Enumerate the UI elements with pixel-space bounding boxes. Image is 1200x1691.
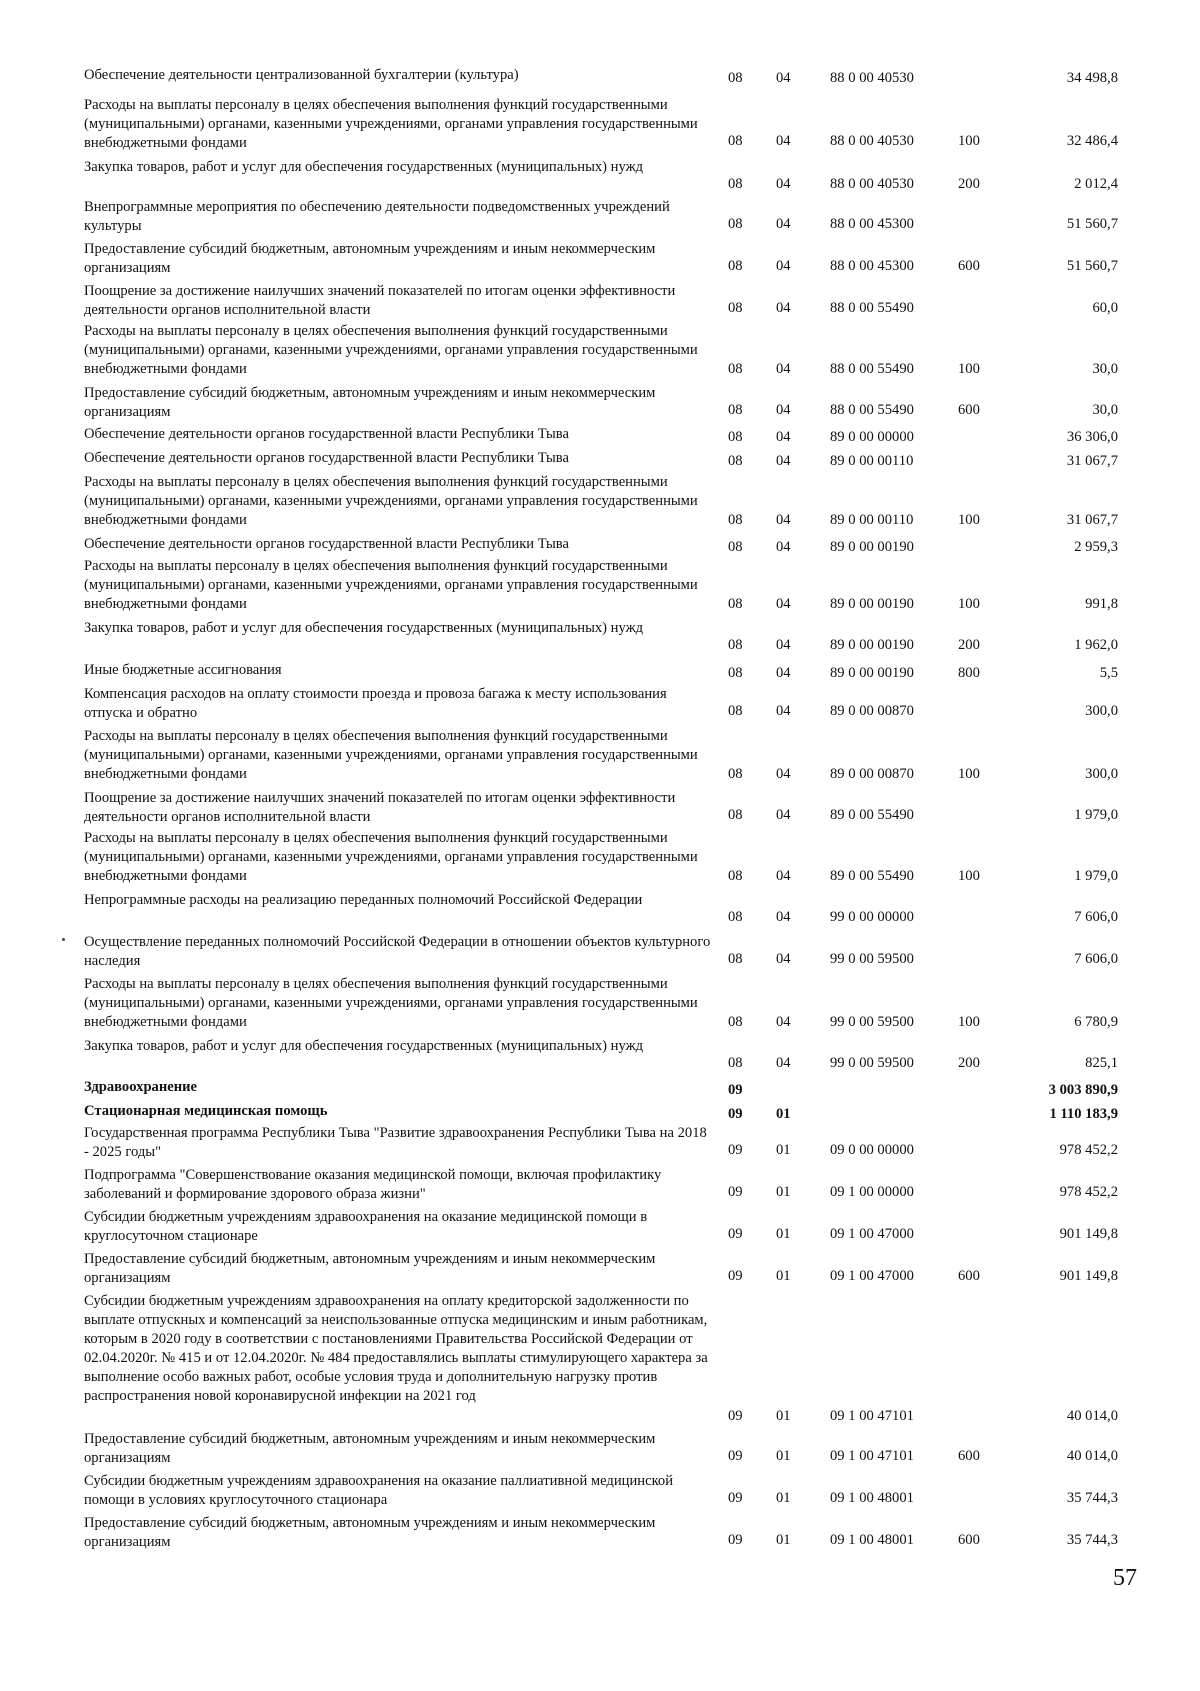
section-code: 08 (728, 1055, 743, 1071)
table-row (0, 1472, 1200, 1508)
table-row (0, 282, 1200, 318)
amount: 1 979,0 (1074, 807, 1118, 823)
amount: 31 067,7 (1066, 512, 1118, 528)
subsection-code: 04 (776, 596, 791, 612)
amount: 6 780,9 (1074, 1014, 1118, 1030)
section-code: 08 (728, 300, 743, 316)
amount: 2 959,3 (1074, 539, 1118, 555)
amount: 2 012,4 (1074, 176, 1118, 192)
amount: 1 962,0 (1074, 637, 1118, 653)
subsection-code: 01 (776, 1184, 791, 1200)
table-row (0, 933, 1200, 969)
table-row (0, 829, 1200, 886)
table-row (0, 891, 1200, 927)
target-article-code: 89 0 00 00110 (830, 512, 914, 528)
subsection-code: 04 (776, 1055, 791, 1071)
section-code: 08 (728, 1014, 743, 1030)
amount: 60,0 (1092, 300, 1118, 316)
subsection-code: 01 (776, 1448, 791, 1464)
section-code: 08 (728, 70, 743, 86)
target-article-code: 89 0 00 55490 (830, 807, 914, 823)
row-name: Предоставление субсидий бюджетным, автономным учреждениям и иным некоммерческим организациям (84, 1251, 656, 1286)
target-article-code: 09 1 00 48001 (830, 1490, 914, 1506)
table-row (0, 1430, 1200, 1466)
section-code: 09 (728, 1226, 743, 1242)
target-article-code: 89 0 00 00190 (830, 637, 914, 653)
row-name: Обеспечение деятельности централизованной бухгалтерии (культура) (84, 67, 519, 83)
row-name: Расходы на выплаты персоналу в целях обеспечения выполнения функций государственными (муниципальными) органами, казенными учреждениями, органами управления государственными внебюджетными фондами (84, 97, 698, 151)
subsection-code: 01 (776, 1142, 791, 1158)
subsection-code: 04 (776, 258, 791, 274)
expense-type-code: 100 (958, 361, 980, 377)
section-code: 08 (728, 539, 743, 555)
subsection-code: 04 (776, 665, 791, 681)
subsection-code: 04 (776, 539, 791, 555)
row-name: Субсидии бюджетным учреждениям здравоохранения на оказание медицинской помощи в круглосуточном стационаре (84, 1209, 648, 1244)
expense-type-code: 100 (958, 868, 980, 884)
row-name: Стационарная медицинская помощь (84, 1103, 328, 1119)
row-name: Предоставление субсидий бюджетным, автономным учреждениям и иным некоммерческим организациям (84, 1431, 656, 1466)
section-code: 09 (728, 1142, 743, 1158)
table-row (0, 685, 1200, 721)
row-name: Компенсация расходов на оплату стоимости проезда и провоза багажа к месту использования отпуска и обратно (84, 686, 667, 721)
expense-type-code: 600 (958, 402, 980, 418)
subsection-code: 04 (776, 70, 791, 86)
row-name: Закупка товаров, работ и услуг для обеспечения государственных (муниципальных) нужд (84, 159, 644, 175)
amount: 31 067,7 (1066, 453, 1118, 469)
target-article-code: 88 0 00 55490 (830, 300, 914, 316)
table-row (0, 727, 1200, 784)
amount: 40 014,0 (1066, 1448, 1118, 1464)
table-row (0, 96, 1200, 151)
amount: 825,1 (1085, 1055, 1118, 1071)
subsection-code: 04 (776, 300, 791, 316)
subsection-code: 01 (776, 1532, 791, 1548)
row-name: Иные бюджетные ассигнования (84, 662, 282, 678)
table-row (0, 1102, 1200, 1124)
target-article-code: 09 1 00 47101 (830, 1448, 914, 1464)
subsection-code: 01 (776, 1408, 791, 1424)
amount: 32 486,4 (1066, 133, 1118, 149)
table-row (0, 1124, 1200, 1160)
page-number: 57 (1113, 1565, 1137, 1591)
amount: 34 498,8 (1066, 70, 1118, 86)
row-name: Поощрение за достижение наилучших значений показателей по итогам оценки эффективности деятельности органов исполнительной власти (84, 283, 676, 318)
target-article-code: 88 0 00 40530 (830, 70, 914, 86)
row-name: Расходы на выплаты персоналу в целях обеспечения выполнения функций государственными (муниципальными) органами, казенными учреждениями, органами управления государственными внебюджетными фондами (84, 830, 698, 884)
section-code: 09 (728, 1408, 743, 1424)
subsection-code: 04 (776, 216, 791, 232)
section-code: 08 (728, 512, 743, 528)
section-code: 08 (728, 258, 743, 274)
table-row (0, 240, 1200, 276)
section-code: 09 (728, 1082, 743, 1098)
amount: 3 003 890,9 (1048, 1082, 1118, 1098)
table-row (0, 473, 1200, 530)
section-code: 08 (728, 133, 743, 149)
row-name: Подпрограмма "Совершенствование оказания медицинской помощи, включая профилактику заболеваний и формирование здорового образа жизни" (84, 1167, 662, 1202)
target-article-code: 88 0 00 55490 (830, 402, 914, 418)
table-row (0, 1292, 1200, 1426)
expense-type-code: 100 (958, 133, 980, 149)
target-article-code: 09 0 00 00000 (830, 1142, 914, 1158)
table-row (0, 322, 1200, 379)
section-code: 08 (728, 703, 743, 719)
table-row (0, 449, 1200, 471)
subsection-code: 04 (776, 951, 791, 967)
section-code: 08 (728, 453, 743, 469)
subsection-code: 04 (776, 361, 791, 377)
row-name: Здравоохранение (84, 1079, 198, 1095)
subsection-code: 04 (776, 133, 791, 149)
section-code: 08 (728, 766, 743, 782)
section-code: 09 (728, 1184, 743, 1200)
section-code: 08 (728, 637, 743, 653)
amount: 35 744,3 (1066, 1490, 1118, 1506)
amount: 51 560,7 (1066, 258, 1118, 274)
amount: 51 560,7 (1066, 216, 1118, 232)
section-code: 09 (728, 1490, 743, 1506)
amount: 300,0 (1085, 703, 1118, 719)
expense-type-code: 600 (958, 1448, 980, 1464)
section-code: 08 (728, 402, 743, 418)
section-code: 08 (728, 176, 743, 192)
section-code: 08 (728, 807, 743, 823)
row-name: Расходы на выплаты персоналу в целях обеспечения выполнения функций государственными (муниципальными) органами, казенными учреждениями, органами управления государственными внебюджетными фондами (84, 558, 698, 612)
expense-type-code: 600 (958, 1532, 980, 1548)
target-article-code: 88 0 00 45300 (830, 216, 914, 232)
target-article-code: 88 0 00 45300 (830, 258, 914, 274)
subsection-code: 04 (776, 176, 791, 192)
target-article-code: 99 0 00 59500 (830, 1014, 914, 1030)
subsection-code: 01 (776, 1268, 791, 1284)
table-row (0, 384, 1200, 420)
expense-type-code: 600 (958, 258, 980, 274)
target-article-code: 09 1 00 48001 (830, 1532, 914, 1548)
table-row (0, 1514, 1200, 1550)
row-name: Закупка товаров, работ и услуг для обеспечения государственных (муниципальных) нужд (84, 620, 644, 636)
amount: 991,8 (1085, 596, 1118, 612)
row-name: Государственная программа Республики Тыва "Развитие здравоохранения Республики Тыва на 2018 - 2025 годы" (84, 1125, 707, 1160)
table-row (0, 198, 1200, 234)
table-row (0, 1037, 1200, 1073)
expense-type-code: 600 (958, 1268, 980, 1284)
section-code: 09 (728, 1532, 743, 1548)
amount: 36 306,0 (1066, 429, 1118, 445)
target-article-code: 09 1 00 47000 (830, 1226, 914, 1242)
expense-type-code: 200 (958, 1055, 980, 1071)
row-name: Расходы на выплаты персоналу в целях обеспечения выполнения функций государственными (муниципальными) органами, казенными учреждениями, органами управления государственными внебюджетными фондами (84, 323, 698, 377)
target-article-code: 89 0 00 00190 (830, 665, 914, 681)
row-name: Расходы на выплаты персоналу в целях обеспечения выполнения функций государственными (муниципальными) органами, казенными учреждениями, органами управления государственными внебюджетными фондами (84, 474, 698, 528)
section-code: 08 (728, 216, 743, 232)
amount: 901 149,8 (1059, 1226, 1118, 1242)
row-name: Осуществление переданных полномочий Российской Федерации в отношении объектов культурного наследия (84, 934, 711, 969)
amount: 7 606,0 (1074, 951, 1118, 967)
row-name: Внепрограммные мероприятия по обеспечению деятельности подведомственных учреждений культуры (84, 199, 670, 234)
section-code: 09 (728, 1106, 743, 1122)
target-article-code: 99 0 00 59500 (830, 951, 914, 967)
amount: 1 110 183,9 (1049, 1106, 1118, 1122)
target-article-code: 99 0 00 59500 (830, 1055, 914, 1071)
expense-type-code: 100 (958, 766, 980, 782)
amount: 35 744,3 (1066, 1532, 1118, 1548)
target-article-code: 89 0 00 00190 (830, 539, 914, 555)
table-row (0, 535, 1200, 557)
section-code: 09 (728, 1448, 743, 1464)
row-name: Закупка товаров, работ и услуг для обеспечения государственных (муниципальных) нужд (84, 1038, 644, 1054)
amount: 901 149,8 (1059, 1268, 1118, 1284)
table-row (0, 1250, 1200, 1286)
row-name: Предоставление субсидий бюджетным, автономным учреждениям и иным некоммерческим организациям (84, 241, 656, 276)
table-row (0, 619, 1200, 655)
row-name: Расходы на выплаты персоналу в целях обеспечения выполнения функций государственными (муниципальными) органами, казенными учреждениями, органами управления государственными внебюджетными фондами (84, 728, 698, 782)
expense-type-code: 100 (958, 512, 980, 528)
section-code: 08 (728, 429, 743, 445)
subsection-code: 04 (776, 868, 791, 884)
amount: 1 979,0 (1074, 868, 1118, 884)
subsection-code: 04 (776, 1014, 791, 1030)
table-row (0, 975, 1200, 1032)
section-code: 08 (728, 596, 743, 612)
expense-type-code: 200 (958, 176, 980, 192)
subsection-code: 04 (776, 909, 791, 925)
target-article-code: 88 0 00 40530 (830, 133, 914, 149)
expense-type-code: 100 (958, 1014, 980, 1030)
subsection-code: 04 (776, 766, 791, 782)
table-row (0, 1078, 1200, 1100)
target-article-code: 88 0 00 55490 (830, 361, 914, 377)
subsection-code: 04 (776, 453, 791, 469)
subsection-code: 04 (776, 402, 791, 418)
target-article-code: 99 0 00 00000 (830, 909, 914, 925)
target-article-code: 89 0 00 00110 (830, 453, 914, 469)
section-code: 08 (728, 361, 743, 377)
row-name: Предоставление субсидий бюджетным, автономным учреждениям и иным некоммерческим организациям (84, 1515, 656, 1550)
table-row (0, 66, 1200, 88)
subsection-code: 04 (776, 703, 791, 719)
row-name: Субсидии бюджетным учреждениям здравоохранения на оплату кредиторской задолженности по выплате отпускных и компенсаций за неиспользованные отпуска медицинским и иным работникам, которым в 2020 году в соответствии с постановлениями Правительства Российской Федерации от 02.04.2020г. № 415 и от 12.04.2020г. № 484 предоставлялись выплаты стимулирующего характера за выполнение особо важных работ, особые условия труда и дополнительную нагрузку против распространения новой коронавирусной инфекции на 2021 год (84, 1293, 708, 1404)
table-row (0, 425, 1200, 447)
expense-type-code: 800 (958, 665, 980, 681)
section-code: 09 (728, 1268, 743, 1284)
amount: 40 014,0 (1066, 1408, 1118, 1424)
target-article-code: 89 0 00 00000 (830, 429, 914, 445)
scan-speck (62, 938, 65, 941)
subsection-code: 04 (776, 807, 791, 823)
target-article-code: 09 1 00 00000 (830, 1184, 914, 1200)
section-code: 08 (728, 909, 743, 925)
table-row (0, 661, 1200, 683)
target-article-code: 89 0 00 00190 (830, 596, 914, 612)
row-name: Субсидии бюджетным учреждениям здравоохранения на оказание паллиативной медицинской помощи в условиях круглосуточного стационара (84, 1473, 674, 1508)
target-article-code: 09 1 00 47101 (830, 1408, 914, 1424)
target-article-code: 89 0 00 55490 (830, 868, 914, 884)
row-name: Обеспечение деятельности органов государственной власти Республики Тыва (84, 450, 569, 466)
subsection-code: 04 (776, 512, 791, 528)
target-article-code: 09 1 00 47000 (830, 1268, 914, 1284)
subsection-code: 01 (776, 1226, 791, 1242)
subsection-code: 01 (776, 1490, 791, 1506)
row-name: Поощрение за достижение наилучших значений показателей по итогам оценки эффективности деятельности органов исполнительной власти (84, 790, 676, 825)
table-row (0, 789, 1200, 825)
row-name: Непрограммные расходы на реализацию переданных полномочий Российской Федерации (84, 892, 643, 908)
target-article-code: 89 0 00 00870 (830, 766, 914, 782)
amount: 7 606,0 (1074, 909, 1118, 925)
expense-type-code: 100 (958, 596, 980, 612)
amount: 30,0 (1092, 361, 1118, 377)
amount: 978 452,2 (1059, 1184, 1118, 1200)
amount: 300,0 (1085, 766, 1118, 782)
row-name: Расходы на выплаты персоналу в целях обеспечения выполнения функций государственными (муниципальными) органами, казенными учреждениями, органами управления государственными внебюджетными фондами (84, 976, 698, 1030)
row-name: Предоставление субсидий бюджетным, автономным учреждениям и иным некоммерческим организациям (84, 385, 656, 420)
subsection-code: 04 (776, 429, 791, 445)
row-name: Обеспечение деятельности органов государственной власти Республики Тыва (84, 536, 569, 552)
subsection-code: 01 (776, 1106, 791, 1122)
section-code: 08 (728, 665, 743, 681)
subsection-code: 04 (776, 637, 791, 653)
amount: 5,5 (1099, 665, 1118, 681)
target-article-code: 88 0 00 40530 (830, 176, 914, 192)
table-row (0, 557, 1200, 614)
section-code: 08 (728, 951, 743, 967)
target-article-code: 89 0 00 00870 (830, 703, 914, 719)
table-row (0, 1208, 1200, 1244)
expense-type-code: 200 (958, 637, 980, 653)
amount: 978 452,2 (1059, 1142, 1118, 1158)
amount: 30,0 (1092, 402, 1118, 418)
table-row (0, 158, 1200, 194)
row-name: Обеспечение деятельности органов государственной власти Республики Тыва (84, 426, 569, 442)
section-code: 08 (728, 868, 743, 884)
table-row (0, 1166, 1200, 1202)
